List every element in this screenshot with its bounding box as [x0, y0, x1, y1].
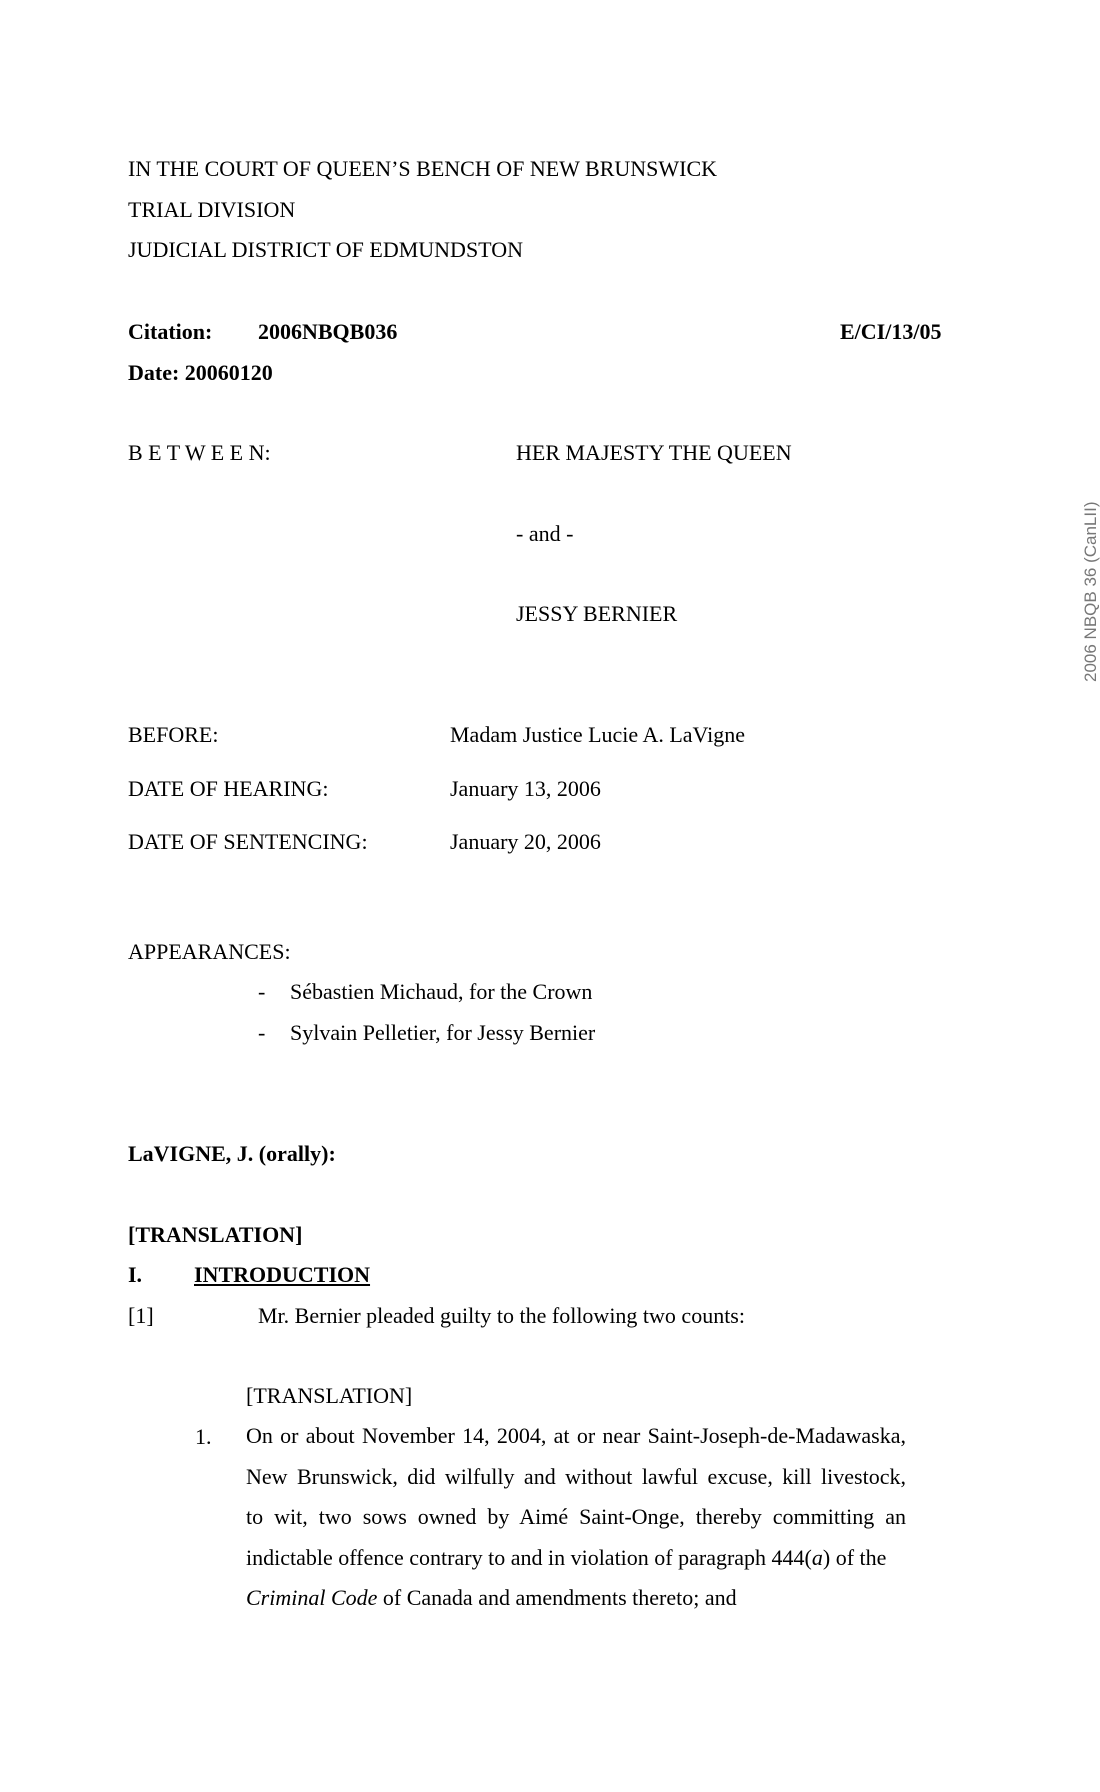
- count-line: [246, 1538, 906, 1579]
- court-division: TRIAL DIVISION: [128, 197, 296, 222]
- plaintiff-name: HER MAJESTY THE QUEEN: [516, 440, 792, 465]
- appearance-dash: -: [258, 979, 266, 1004]
- judge-heading: LaVIGNE, J. (orally):: [128, 1141, 336, 1166]
- criminal-code-title: Criminal Code: [246, 1585, 378, 1610]
- hearing-date-value: January 13, 2006: [450, 776, 601, 801]
- paragraph-number: [1]: [128, 1303, 154, 1328]
- count-line-text: indictable offence contrary to and in violation of paragraph 444(: [246, 1544, 812, 1570]
- citation-value: 2006NBQB036: [258, 319, 398, 344]
- court-name: IN THE COURT OF QUEEN’S BENCH OF NEW BRUNSWICK: [128, 156, 718, 181]
- and-separator: - and -: [516, 521, 574, 546]
- translation-heading: [TRANSLATION]: [128, 1222, 303, 1247]
- file-number: E/CI/13/05: [840, 319, 942, 344]
- count-line-end: ) of the: [822, 1544, 887, 1570]
- before-value: Madam Justice Lucie A. LaVigne: [450, 722, 745, 747]
- count-line: New Brunswick, did wilfully and without lawful excuse, kill livestock,: [246, 1463, 906, 1489]
- section-title: INTRODUCTION: [194, 1262, 371, 1287]
- appearance-crown: Sébastien Michaud, for the Crown: [290, 979, 593, 1004]
- count-line-rest: of Canada and amendments thereto; and: [377, 1585, 737, 1610]
- section-number: I.: [128, 1262, 143, 1287]
- paragraph-text: Mr. Bernier pleaded guilty to the following two counts:: [258, 1303, 745, 1328]
- citation-label: Citation:: [128, 319, 213, 344]
- appearance-defence: Sylvain Pelletier, for Jessy Bernier: [290, 1020, 596, 1045]
- count-number: 1.: [195, 1424, 212, 1449]
- quote-translation-tag: [TRANSLATION]: [246, 1383, 413, 1408]
- appearances-label: APPEARANCES:: [128, 939, 291, 964]
- decision-date: Date: 20060120: [128, 360, 273, 385]
- defendant-name: JESSY BERNIER: [516, 601, 678, 626]
- count-text: [246, 1416, 906, 1619]
- judicial-district: JUDICIAL DISTRICT OF EDMUNDSTON: [128, 237, 524, 262]
- count-line: On or about November 14, 2004, at or near Saint-Joseph-de-Madawaska,: [246, 1423, 906, 1448]
- sentencing-date-value: January 20, 2006: [450, 829, 601, 854]
- before-label: BEFORE:: [128, 722, 219, 747]
- hearing-date-label: DATE OF HEARING:: [128, 776, 329, 801]
- paragraph-letter: a: [811, 1544, 823, 1570]
- count-line: [246, 1578, 906, 1619]
- appearance-dash: -: [258, 1020, 266, 1045]
- count-line: to wit, two sows owned by Aimé Saint-Onge, thereby committing an: [246, 1504, 906, 1529]
- between-label: B E T W E E N:: [128, 440, 271, 465]
- canlii-watermark: 2006 NBQB 36 (CanLII): [1081, 501, 1100, 682]
- sentencing-date-label: DATE OF SENTENCING:: [128, 829, 368, 854]
